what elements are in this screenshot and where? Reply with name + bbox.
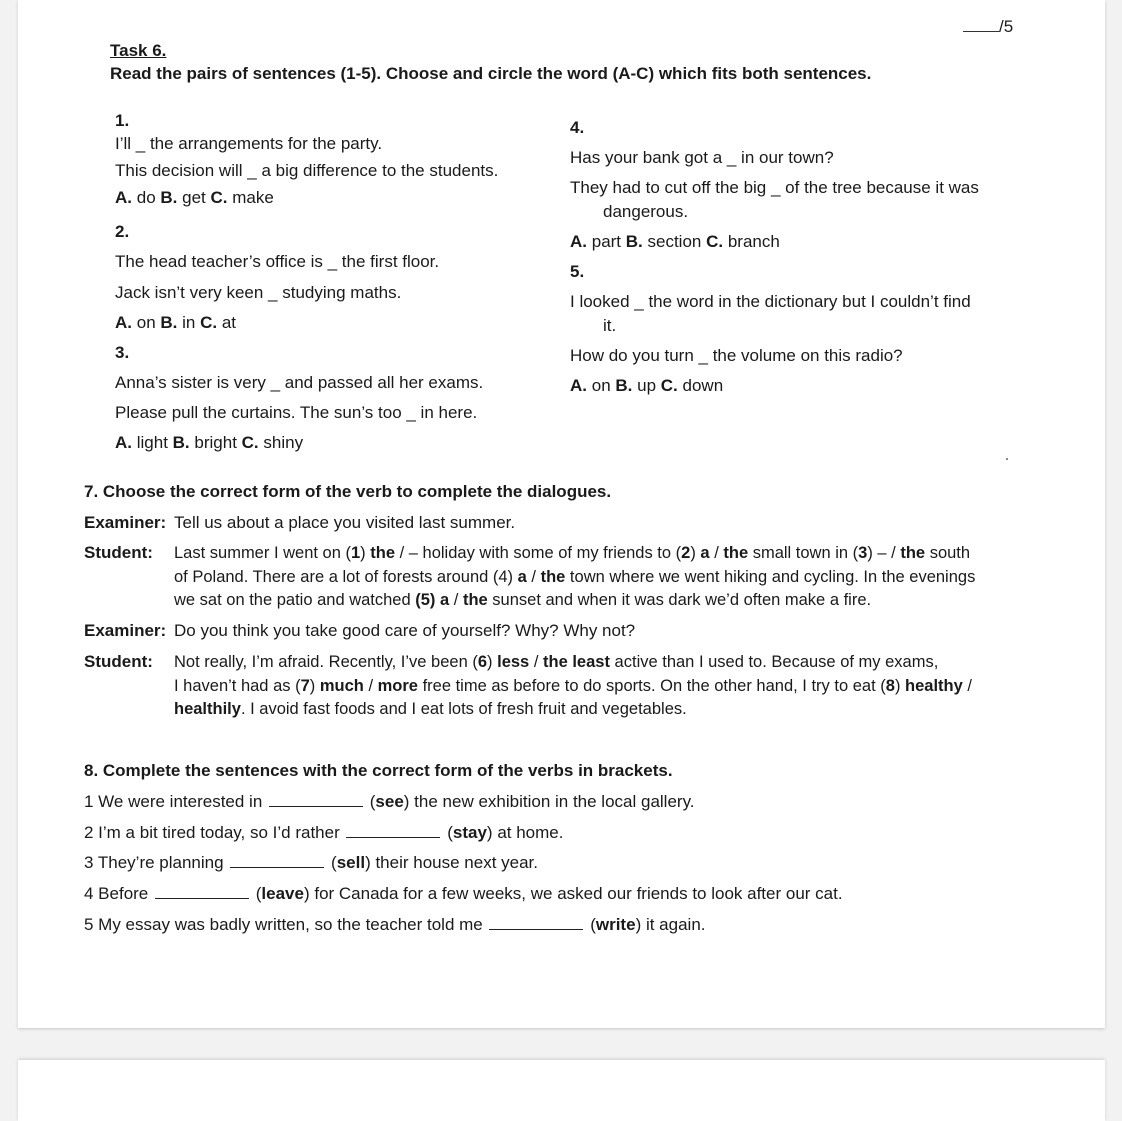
choice-8-healthily[interactable]: healthily [174,700,241,718]
task8-item-4: 4 Before (leave) for Canada for a few weeks, we asked our friends to look after our cat. [84,884,843,903]
answer-blank-3[interactable] [230,853,324,868]
item4-option-c[interactable]: branch [727,232,780,251]
answer-blank-4[interactable] [155,884,249,899]
item2-number: 2. [115,222,130,241]
choice-7-much[interactable]: much [319,677,364,695]
item3-option-b[interactable]: bright [194,433,237,452]
item5-sentence1: I looked _ the word in the dictionary but I couldn’t find [570,292,971,311]
student-answer-1-line1: Last summer I went on (1) the / – holiday with some of my friends to (2) a / the small town in (3) – / the south [174,544,971,562]
answer-blank-5[interactable] [489,915,583,930]
item4-sentence2-cont: dangerous. [603,202,689,221]
item2-option-b[interactable]: in [182,313,196,332]
choice-2-the[interactable]: the [723,544,749,562]
item5-sentence2: How do you turn _ the volume on this radio? [570,346,903,365]
choice-8-healthy[interactable]: healthy [905,677,963,695]
student-answer-2-line1: Not really, I’m afraid. Recently, I’ve been (6) less / the least active than I used to. Because of my exams, [174,653,939,671]
task8-title: 8. Complete the sentences with the correct form of the verbs in brackets. [84,761,673,780]
item4-option-a[interactable]: part [591,232,622,251]
item5-option-c[interactable]: down [682,376,724,395]
student-answer-1-line2: of Poland. There are a lot of forests around (4) a / the town where we went hiking and cycling. In the evenings [174,568,976,586]
item2-sentence1: The head teacher’s office is _ the first floor. [115,252,440,271]
choice-6-less[interactable]: less [497,653,530,671]
item2-option-c[interactable]: at [221,313,237,332]
item4-number: 4. [570,118,585,137]
item5-options: A. on B. up C. down [570,376,724,395]
item2-option-a[interactable]: on [136,313,156,332]
item1-number: 1. [115,111,130,130]
item5-number: 5. [570,262,585,281]
item3-number: 3. [115,343,130,362]
answer-blank-2[interactable] [346,823,440,838]
task6-title: Task 6. [110,41,167,60]
item3-options: A. light B. bright C. shiny [115,433,304,452]
item5-sentence1-cont: it. [603,316,617,335]
examiner-question-2: Do you think you take good care of yourself? Why? Why not? [174,621,636,640]
speck-mark [1006,458,1008,460]
item2-sentence2: Jack isn’t very keen _ studying maths. [115,283,402,302]
score-field [963,17,1013,37]
item4-options: A. part B. section C. branch [570,232,780,251]
choice-7-more[interactable]: more [377,677,418,695]
student-label-1: Student: [84,543,153,562]
examiner-label-2: Examiner: [84,621,167,640]
item3-option-c[interactable]: shiny [263,433,304,452]
item3-sentence1: Anna’s sister is very _ and passed all her exams. [115,373,484,392]
answer-blank-1[interactable] [269,792,363,807]
choice-4-a[interactable]: a [517,568,527,586]
task8-item-2: 2 I’m a bit tired today, so I’d rather (stay) at home. [84,823,564,842]
item4-option-b[interactable]: section [647,232,702,251]
choice-5-a[interactable]: a [440,591,450,609]
score-total: /5 [999,17,1014,36]
item5-option-a[interactable]: on [591,376,611,395]
choice-6-the-least[interactable]: the least [543,653,610,671]
item4-sentence1: Has your bank got a _ in our town? [570,148,834,167]
item1-sentence1: I’ll _ the arrangements for the party. [115,134,383,153]
student-answer-1-line3: we sat on the patio and watched (5) a / the sunset and when it was dark we’d often make a fire. [174,591,872,609]
item1-options: A. do B. get C. make [115,188,274,207]
task6-instruction: Read the pairs of sentences (1-5). Choose and circle the word (A-C) which fits both sentences. [110,64,872,83]
item1-sentence2: This decision will _ a big difference to the students. [115,161,499,180]
choice-5-the[interactable]: the [462,591,488,609]
item3-sentence2: Please pull the curtains. The sun’s too _ in here. [115,403,478,422]
student-label-2: Student: [84,652,153,671]
choice-1-the[interactable]: the [370,544,396,562]
item1-option-a[interactable]: do [136,188,156,207]
item4-sentence2: They had to cut off the big _ of the tree because it was [570,178,979,197]
choice-4-the[interactable]: the [540,568,566,586]
item3-option-a[interactable]: light [136,433,168,452]
choice-2-a[interactable]: a [700,544,710,562]
task8-item-3: 3 They’re planning (sell) their house next year. [84,853,539,872]
next-page [18,1060,1105,1121]
score-blank [963,17,999,32]
item1-option-b[interactable]: get [182,188,206,207]
task8-item-1: 1 We were interested in (see) the new exhibition in the local gallery. [84,792,695,811]
student-answer-2-line3: healthily. I avoid fast foods and I eat lots of fresh fruit and vegetables. [174,700,687,718]
task7-title: 7. Choose the correct form of the verb to complete the dialogues. [84,482,612,501]
item2-options: A. on B. in C. at [115,313,237,332]
task8-item-5: 5 My essay was badly written, so the teacher told me (write) it again. [84,915,706,934]
student-answer-2-line2: I haven’t had as (7) much / more free time as before to do sports. On the other hand, I try to eat (8) healthy / [174,677,972,695]
examiner-label-1: Examiner: [84,513,167,532]
item5-option-b[interactable]: up [637,376,657,395]
item1-option-c[interactable]: make [232,188,274,207]
choice-3-the[interactable]: the [900,544,926,562]
examiner-question-1: Tell us about a place you visited last summer. [174,513,516,532]
